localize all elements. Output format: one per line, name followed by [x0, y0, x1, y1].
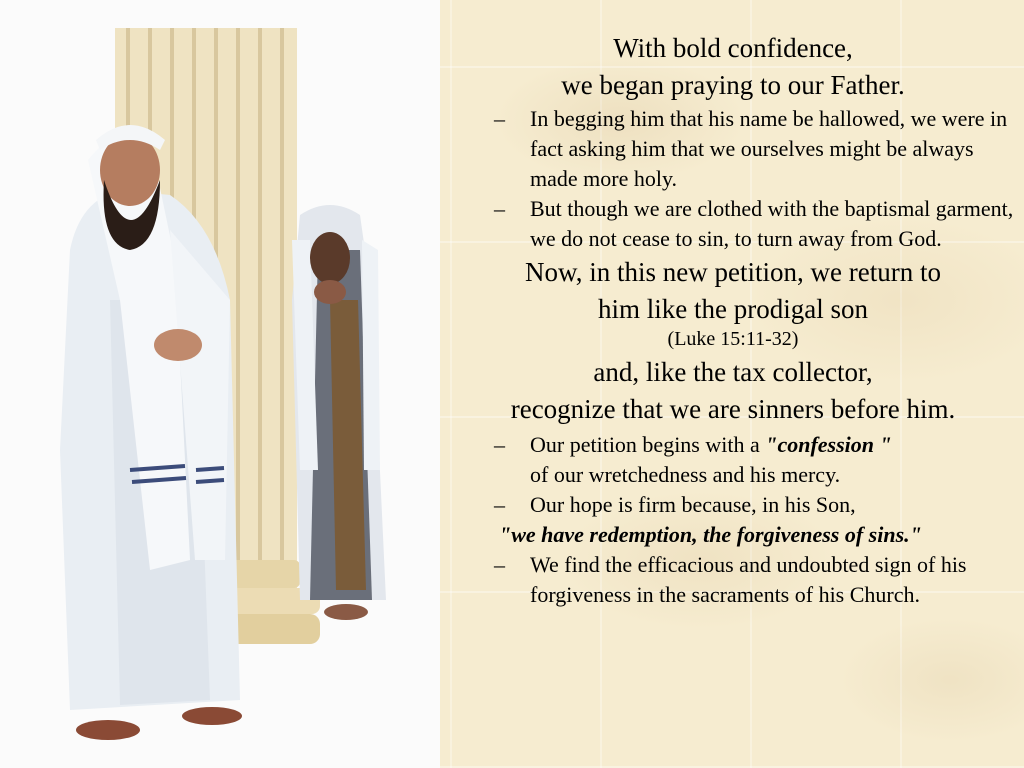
bullet-hallowed-text: In begging him that his name be hallowed, we were in fact asking him that we ourselves might be always made more holy.: [530, 106, 1008, 191]
bullet-confession-emphasis: "confession ": [765, 432, 892, 457]
heading-line-1: With bold confidence,: [613, 33, 853, 63]
bullet-sacraments-text: We find the efficacious and undoubted sign of his forgiveness in the sacraments of his Church.: [530, 552, 967, 607]
illustration-pharisee-and-tax-collector: [0, 0, 440, 768]
paragraph-line-2: him like the prodigal son: [598, 294, 868, 324]
illustration-drawing: [0, 0, 440, 768]
slide-text-panel: [444, 30, 1022, 610]
bullet-hallowed: [444, 104, 1022, 194]
bullet-dash: –: [494, 196, 505, 221]
bullet-baptismal-text: But though we are clothed with the baptismal garment, we do not cease to sin, to turn away from God.: [530, 196, 1014, 251]
bullet-dash: –: [494, 492, 505, 517]
tax-collector-figure: [292, 205, 386, 620]
bullet-confession: [444, 430, 1022, 490]
paragraph-line-4: recognize that we are sinners before him.: [510, 394, 956, 424]
paragraph-line-1: Now, in this new petition, we return to: [525, 257, 941, 287]
bullet-confession-pre: Our petition begins with a: [530, 432, 766, 457]
bullet-hope: [444, 490, 1022, 550]
bullet-hope-quote: "we have redemption, the forgiveness of sins.": [499, 522, 922, 547]
bullet-baptismal: [444, 194, 1022, 254]
bullet-dash: –: [494, 106, 505, 131]
scripture-reference: (Luke 15:11-32): [667, 328, 799, 350]
heading-line-2: we began praying to our Father.: [561, 70, 905, 100]
bullet-dash: –: [494, 432, 505, 457]
bullet-sacraments: [444, 550, 1022, 610]
bullet-hope-text: Our hope is firm because, in his Son,: [530, 492, 856, 517]
paragraph-line-3: and, like the tax collector,: [593, 357, 873, 387]
bullet-dash: –: [494, 552, 505, 577]
bullet-confession-post: of our wretchedness and his mercy.: [530, 462, 841, 487]
